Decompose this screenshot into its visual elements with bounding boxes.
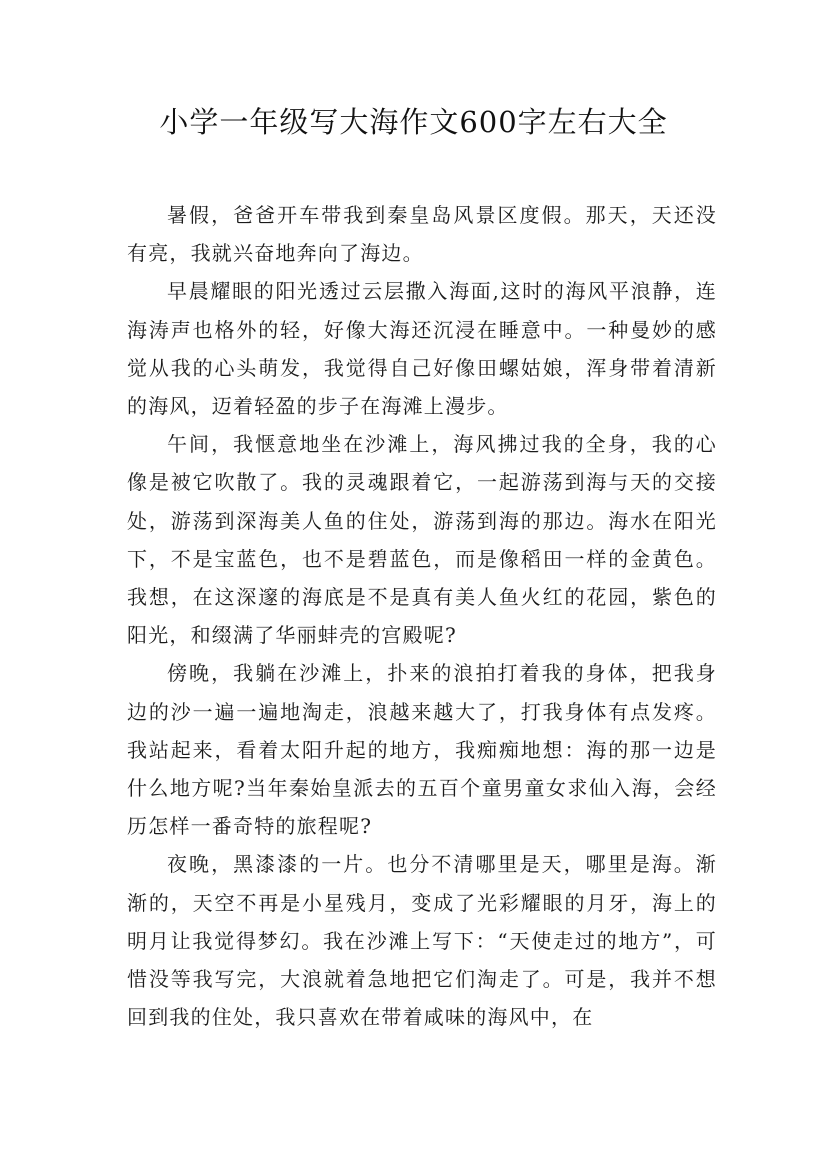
paragraph: 暑假，爸爸开车带我到秦皇岛风景区度假。那天，天还没有亮，我就兴奋地奔向了海边。 bbox=[127, 203, 717, 266]
paragraph: 午间，我惬意地坐在沙滩上，海风拂过我的全身，我的心像是被它吹散了。我的灵魂跟着它，一起游荡到海与天的交接处，游荡到深海美人鱼的住处，游荡到海的那边。海水在阳光下，不是宝蓝色，也不是碧蓝色，而是像稻田一样的金黄色。我想，在这深邃的海底是不是真有美人鱼火红的花园，紫色的阳光，和缀满了华丽蚌壳的宫殿呢? bbox=[127, 432, 717, 648]
document-body bbox=[127, 196, 717, 1036]
paragraph: 夜晚，黑漆漆的一片。也分不清哪里是天，哪里是海。渐渐的，天空不再是小星残月，变成了光彩耀眼的月牙，海上的明月让我觉得梦幻。我在沙滩上写下：“天使走过的地方”，可惜没等我写完，大浪就着急地把它们淘走了。可是，我并不想回到我的住处，我只喜欢在带着咸味的海风中，在 bbox=[127, 852, 717, 1030]
paragraph: 傍晚，我躺在沙滩上，扑来的浪拍打着我的身体，把我身边的沙一遍一遍地淘走，浪越来越大了，打我身体有点发疼。我站起来，看着太阳升起的地方，我痴痴地想：海的那一边是什么地方呢?当年秦始皇派去的五百个童男童女求仙入海，会经历怎样一番奇特的旅程呢? bbox=[127, 661, 717, 839]
document-title: 小学一年级写大海作文600字左右大全 bbox=[159, 105, 668, 139]
paragraph: 早晨耀眼的阳光透过云层撒入海面,这时的海风平浪静，连海涛声也格外的轻，好像大海还沉浸在睡意中。一种曼妙的感觉从我的心头萌发，我觉得自己好像田螺姑娘，浑身带着清新的海风，迈着轻盈的步子在海滩上漫步。 bbox=[127, 279, 717, 419]
